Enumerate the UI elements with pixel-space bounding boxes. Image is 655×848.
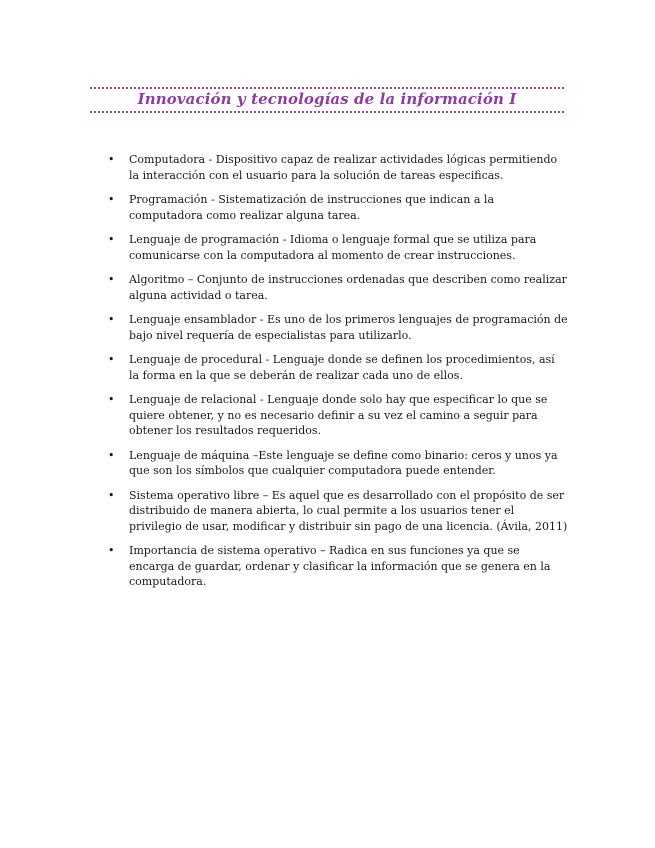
entry-text: Algoritmo – Conjunto de instrucciones ordenadas que describen como realizar alguna actividad o tarea. <box>129 273 567 302</box>
list-item <box>108 272 568 303</box>
entry-text: Sistema operativo libre – Es aquel que es desarrollado con el propósito de ser distribuido de manera abierta, lo cual permite a los usuarios tener el privilegio de usar, modificar y distribuir sin pago de una licencia. (Ávila, 2011) <box>129 488 568 533</box>
bullet-icon: • <box>108 488 115 502</box>
list-item <box>108 232 568 263</box>
entry-text: Lenguaje ensamblador - Es uno de los primeros lenguajes de programación de bajo nivel requería de especialistas para utilizarlo. <box>129 313 568 342</box>
entry-text: Importancia de sistema operativo – Radica en sus funciones ya que se encarga de guardar, ordenar y clasificar la información que se genera en la computadora. <box>129 544 551 588</box>
list-item <box>108 312 568 343</box>
title-band <box>90 87 564 113</box>
list-item <box>108 192 568 223</box>
entry-text: Computadora - Dispositivo capaz de realizar actividades lógicas permitiendo la interacción con el usuario para la solución de tareas especificas. <box>129 153 558 182</box>
bullet-icon: • <box>108 544 115 557</box>
list-item <box>108 152 568 183</box>
bullet-icon: • <box>108 273 115 286</box>
entry-text: Lenguaje de máquina –Este lenguaje se define como binario: ceros y unos ya que son los símbolos que cualquier computadora puede entender. <box>129 448 558 477</box>
glossary-list <box>108 152 568 599</box>
bullet-icon: • <box>108 193 115 206</box>
bullet-icon: • <box>108 313 115 326</box>
bullet-icon: • <box>108 153 115 166</box>
bullet-icon: • <box>108 353 115 366</box>
page-title: Innovación y tecnologías de la información I <box>137 90 517 108</box>
list-item <box>108 448 568 479</box>
entry-text: Lenguaje de procedural - Lenguaje donde se definen los procedimientos, así la forma en la que se deberán de realizar cada uno de ellos. <box>129 353 555 382</box>
bullet-icon: • <box>108 393 115 406</box>
bullet-icon: • <box>108 448 115 462</box>
entry-text: Lenguaje de relacional - Lenguaje donde solo hay que especificar lo que se quiere obtener, y no es necesario definir a su vez el camino a seguir para obtener los resultados requeridos. <box>129 393 548 437</box>
bullet-icon: • <box>108 233 115 246</box>
list-item <box>108 543 568 590</box>
list-item <box>108 392 568 439</box>
entry-text: Programación - Sistematización de instrucciones que indican a la computadora como realizar alguna tarea. <box>129 193 494 222</box>
list-item <box>108 488 568 535</box>
entry-text: Lenguaje de programación - Idioma o lenguaje formal que se utiliza para comunicarse con la computadora al momento de crear instrucciones. <box>129 233 537 262</box>
list-item <box>108 352 568 383</box>
